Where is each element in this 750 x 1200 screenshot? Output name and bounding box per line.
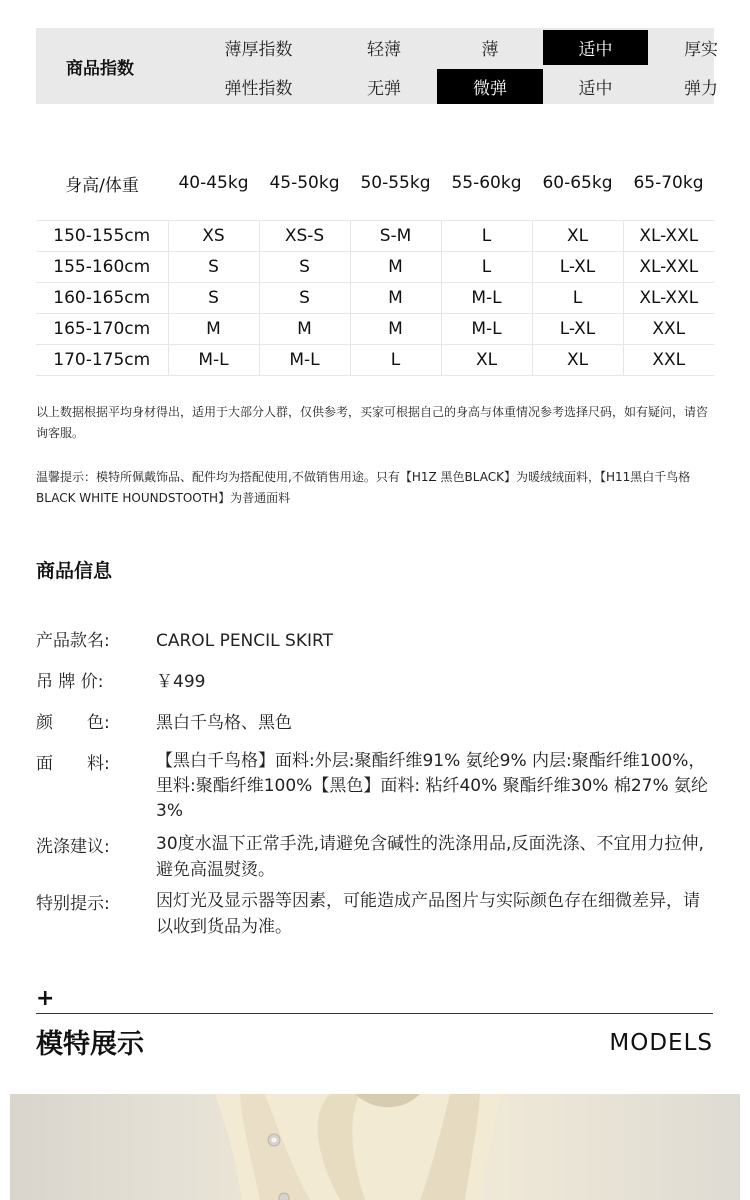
table-row [36,283,714,314]
info-value: 因灯光及显示器等因素，可能造成产品图片与实际颜色存在细微差异，请以收到货品为准。 [156,891,700,937]
thickness-index-row [186,30,750,65]
size-header-col: 55-60kg [451,173,522,193]
size-cell: M [350,314,441,345]
info-row-washing [36,831,716,883]
info-label: 特别提示: [36,894,110,914]
size-cell: L [532,283,623,314]
info-value: 30度水温下正常手洗,请避免含碱性的洗涤用品,反面洗涤、不宜用力拉伸,避免高温熨烫。 [156,834,704,880]
info-row-special-note [36,888,716,940]
thickness-option-1: 轻薄 [367,40,401,60]
size-cell: M [350,283,441,314]
height-cell: 150-155cm [36,221,168,252]
size-chart-table [36,220,714,376]
elasticity-option-1: 无弹 [367,79,401,99]
size-cell: XL-XXL [623,252,714,283]
info-row-fabric [36,749,716,824]
product-info-title: 商品信息 [36,560,113,582]
table-row [36,345,714,376]
product-index-table [36,28,718,104]
size-cell: L [441,252,532,283]
info-row-tag-price [36,672,716,693]
table-row [36,252,714,283]
size-cell: L-XL [532,252,623,283]
size-table-header [36,164,714,202]
info-label: 洗涤建议: [36,837,110,857]
info-row-style-name [36,631,716,652]
size-cell: XL [441,345,532,376]
info-label: 产品款名: [36,631,110,651]
size-cell: XS-S [259,221,350,252]
models-title-en: MODELS [609,1030,713,1056]
info-row-color [36,713,716,734]
info-label: 面 料: [36,754,110,774]
height-cell: 170-175cm [36,345,168,376]
size-cell: XL-XXL [623,221,714,252]
index-table-title: 商品指数 [66,58,134,79]
size-cell: S [168,283,259,314]
size-cell: S-M [350,221,441,252]
size-cell: M [350,252,441,283]
thickness-option-3-selected: 适中 [543,30,648,65]
size-header-col: 50-55kg [360,173,431,193]
size-cell: M-L [441,283,532,314]
thickness-index-label: 薄厚指数 [224,40,293,60]
size-cell: XL [532,345,623,376]
size-cell: XL-XXL [623,283,714,314]
plus-icon: + [36,986,55,1011]
size-header-col: 45-50kg [269,173,340,193]
size-cell: L-XL [532,314,623,345]
size-cell: S [259,283,350,314]
size-cell: L [350,345,441,376]
elasticity-index-label: 弹性指数 [224,79,293,99]
model-photo [10,1094,740,1200]
section-divider [36,1013,713,1014]
elasticity-option-3: 适中 [578,79,613,99]
info-label: 吊 牌 价: [36,672,104,692]
height-cell: 165-170cm [36,314,168,345]
size-cell: M [168,314,259,345]
size-header-col: 65-70kg [633,173,704,193]
size-cell: M-L [168,345,259,376]
elasticity-index-row [186,69,750,104]
height-cell: 160-165cm [36,283,168,314]
thickness-option-2: 薄 [481,40,499,60]
size-header-height-weight: 身高/体重 [65,175,139,196]
size-cell: L [441,221,532,252]
elasticity-option-2-selected: 微弹 [437,69,543,104]
info-value: 【黑白千鸟格】面料:外层:聚酯纤维91% 氨纶9% 内层:聚酯纤维100%，里料:聚酯纤维100%【黑色】面料: 粘纤40% 聚酯纤维30% 棉27% 氨纶3% [156,751,709,821]
size-cell: XS [168,221,259,252]
size-disclaimer-note: 以上数据根据平均身材得出，适用于大部分人群，仅供参考，买家可根据自己的身高与体重情况参考选择尺码，如有疑问，请咨询客服。 [36,405,709,440]
size-cell: XXL [623,314,714,345]
thickness-option-4: 厚实 [684,40,718,60]
size-cell: XL [532,221,623,252]
elasticity-option-4: 弹力 [684,79,718,99]
accessory-reminder-note: 温馨提示：模特所佩戴饰品、配件均为搭配使用,不做销售用途。只有【H1Z 黑色BLACK】为暖绒绒面料，【H11黑白千鸟格BLACK WHITE HOUNDSTOOTH】为普通面料 [36,470,691,505]
model-photo-illustration [10,1094,740,1200]
size-cell: M [259,314,350,345]
size-cell: S [168,252,259,283]
size-cell: S [259,252,350,283]
size-header-col: 60-65kg [542,173,613,193]
info-value: 黑白千鸟格、黑色 [156,713,292,733]
size-cell: XXL [623,345,714,376]
table-row [36,221,714,252]
models-title-cn: 模特展示 [36,1029,144,1060]
info-value: ￥499 [156,672,206,692]
table-row [36,314,714,345]
height-cell: 155-160cm [36,252,168,283]
size-cell: M-L [259,345,350,376]
info-label: 颜 色: [36,713,110,733]
info-value: CAROL PENCIL SKIRT [156,631,333,651]
size-cell: M-L [441,314,532,345]
size-header-col: 40-45kg [178,173,249,193]
